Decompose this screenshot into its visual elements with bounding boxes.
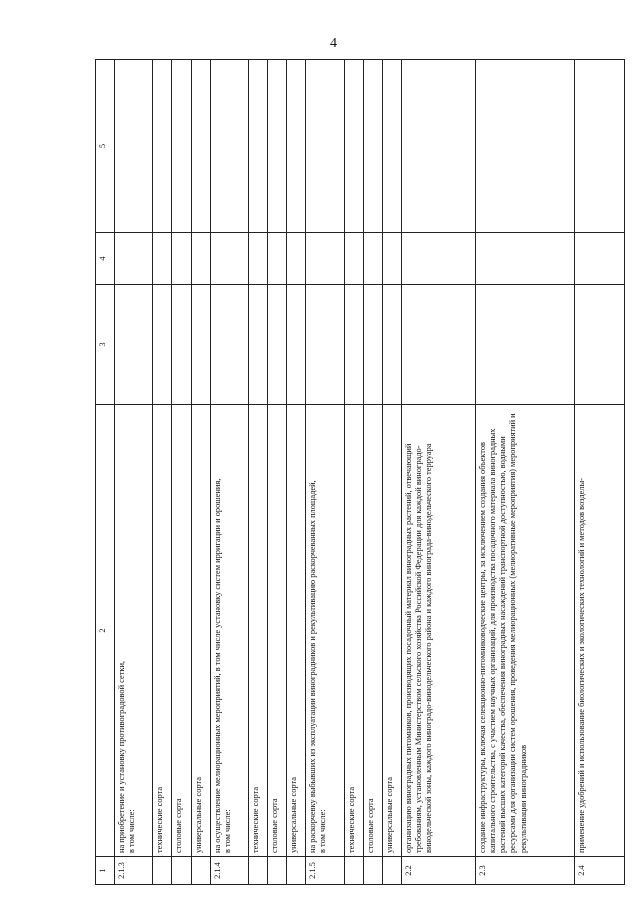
row-value-cell-4: [210, 233, 248, 285]
row-value-cell-4: [172, 233, 191, 285]
row-number-cell: 2.1.4: [210, 857, 248, 885]
row-value-cell-3: [287, 285, 306, 405]
row-value-cell-4: [153, 233, 172, 285]
table-row: [401, 60, 475, 885]
table-row: [248, 60, 267, 885]
row-value-cell-4: [191, 233, 210, 285]
column-header-4: 4: [96, 233, 115, 285]
row-value-cell-3: [153, 285, 172, 405]
row-value-cell-5: [115, 60, 153, 233]
table-row: [268, 60, 287, 885]
column-header-5: 5: [96, 60, 115, 233]
row-description-cell: столовые сорта: [363, 405, 382, 857]
row-description-cell: применение удобрений и использование биологических и экологических технологий и методов возделы-: [575, 405, 625, 857]
row-value-cell-4: [363, 233, 382, 285]
row-value-cell-4: [344, 233, 363, 285]
row-number-cell: [287, 857, 306, 885]
row-number-cell: [363, 857, 382, 885]
row-value-cell-5: [287, 60, 306, 233]
row-value-cell-3: [401, 285, 475, 405]
row-number-cell: [191, 857, 210, 885]
row-value-cell-3: [306, 285, 344, 405]
row-description-cell: технические сорта: [153, 405, 172, 857]
row-number-cell: 2.3: [476, 857, 575, 885]
row-value-cell-3: [382, 285, 401, 405]
row-value-cell-3: [476, 285, 575, 405]
table-frame: [95, 60, 625, 885]
table-row: [575, 60, 625, 885]
column-header-1: 1: [96, 857, 115, 885]
row-value-cell-3: [115, 285, 153, 405]
column-header-3: 3: [96, 285, 115, 405]
row-description-cell: универсальные сорта: [287, 405, 306, 857]
row-value-cell-5: [210, 60, 248, 233]
table-row: [344, 60, 363, 885]
row-value-cell-4: [575, 233, 625, 285]
row-number-cell: 2.2: [401, 857, 475, 885]
column-header-2: 2: [96, 405, 115, 857]
row-description-cell: столовые сорта: [268, 405, 287, 857]
row-value-cell-3: [363, 285, 382, 405]
row-value-cell-5: [172, 60, 191, 233]
row-value-cell-5: [363, 60, 382, 233]
row-value-cell-5: [306, 60, 344, 233]
row-description-cell: организацию виноградных питомников, производящих посадочный материал виноградных растений, отвечающий требованиям, установленным Министерством сельского хозяйства Российской Федерации для каждой виноградо-винодельческой зоны, каждого виноградо-винодельческого района и каждого винограда-винодельческого терруара: [401, 405, 475, 857]
row-number-cell: [344, 857, 363, 885]
row-description-cell: универсальные сорта: [382, 405, 401, 857]
table-row: [382, 60, 401, 885]
row-value-cell-5: [191, 60, 210, 233]
row-value-cell-5: [344, 60, 363, 233]
page-number: 4: [330, 36, 337, 51]
row-number-cell: [248, 857, 267, 885]
table-row: [476, 60, 575, 885]
row-value-cell-4: [401, 233, 475, 285]
row-value-cell-5: [382, 60, 401, 233]
row-description-cell: создание инфраструктуры, включая селекционно-питомниководческие центры, за исключением создания объектов капитального строительства, с участием научных организаций, для производства посадочного материала виноградных растений высших категорий качества, обеспечения виноградных насаждений транспортной доступностью, водными ресурсами для организации систем орошения, проведения мелиорационных (мелиоративные мероприятия) мероприятий и рекультивации виноградников: [476, 405, 575, 857]
row-description-cell: универсальные сорта: [191, 405, 210, 857]
row-value-cell-3: [248, 285, 267, 405]
header-row: [96, 60, 115, 885]
row-value-cell-5: [248, 60, 267, 233]
data-table: [95, 59, 625, 885]
row-description-cell: на раскорчевку выбывших из эксплуатации виноградников и рекультивацию раскорчеванных площадей, в том числе:: [306, 405, 344, 857]
row-value-cell-5: [268, 60, 287, 233]
table-row: [191, 60, 210, 885]
row-number-cell: 2.1.5: [306, 857, 344, 885]
row-value-cell-3: [344, 285, 363, 405]
row-description-cell: на приобретение и установку противоградовой сетки, в том числе:: [115, 405, 153, 857]
row-number-cell: [153, 857, 172, 885]
row-value-cell-4: [115, 233, 153, 285]
row-value-cell-5: [476, 60, 575, 233]
row-number-cell: 2.4: [575, 857, 625, 885]
row-value-cell-3: [210, 285, 248, 405]
table-row: [153, 60, 172, 885]
row-description-cell: технические сорта: [344, 405, 363, 857]
row-value-cell-4: [382, 233, 401, 285]
row-value-cell-4: [248, 233, 267, 285]
table-row: [210, 60, 248, 885]
row-value-cell-3: [191, 285, 210, 405]
table-row: [172, 60, 191, 885]
row-value-cell-4: [287, 233, 306, 285]
row-value-cell-5: [153, 60, 172, 233]
row-description-cell: на осуществление мелиорационных мероприятий, в том числе установку систем ирригации и орошения, в том числе:: [210, 405, 248, 857]
row-value-cell-3: [268, 285, 287, 405]
table-row: [287, 60, 306, 885]
row-number-cell: [268, 857, 287, 885]
row-value-cell-4: [268, 233, 287, 285]
row-value-cell-3: [575, 285, 625, 405]
row-value-cell-4: [306, 233, 344, 285]
row-number-cell: 2.1.3: [115, 857, 153, 885]
row-value-cell-4: [476, 233, 575, 285]
table-row: [363, 60, 382, 885]
row-description-cell: столовые сорта: [172, 405, 191, 857]
row-value-cell-5: [401, 60, 475, 233]
row-value-cell-3: [172, 285, 191, 405]
table-row: [115, 60, 153, 885]
table-row: [306, 60, 344, 885]
row-description-cell: технические сорта: [248, 405, 267, 857]
row-number-cell: [382, 857, 401, 885]
row-number-cell: [172, 857, 191, 885]
row-value-cell-5: [575, 60, 625, 233]
